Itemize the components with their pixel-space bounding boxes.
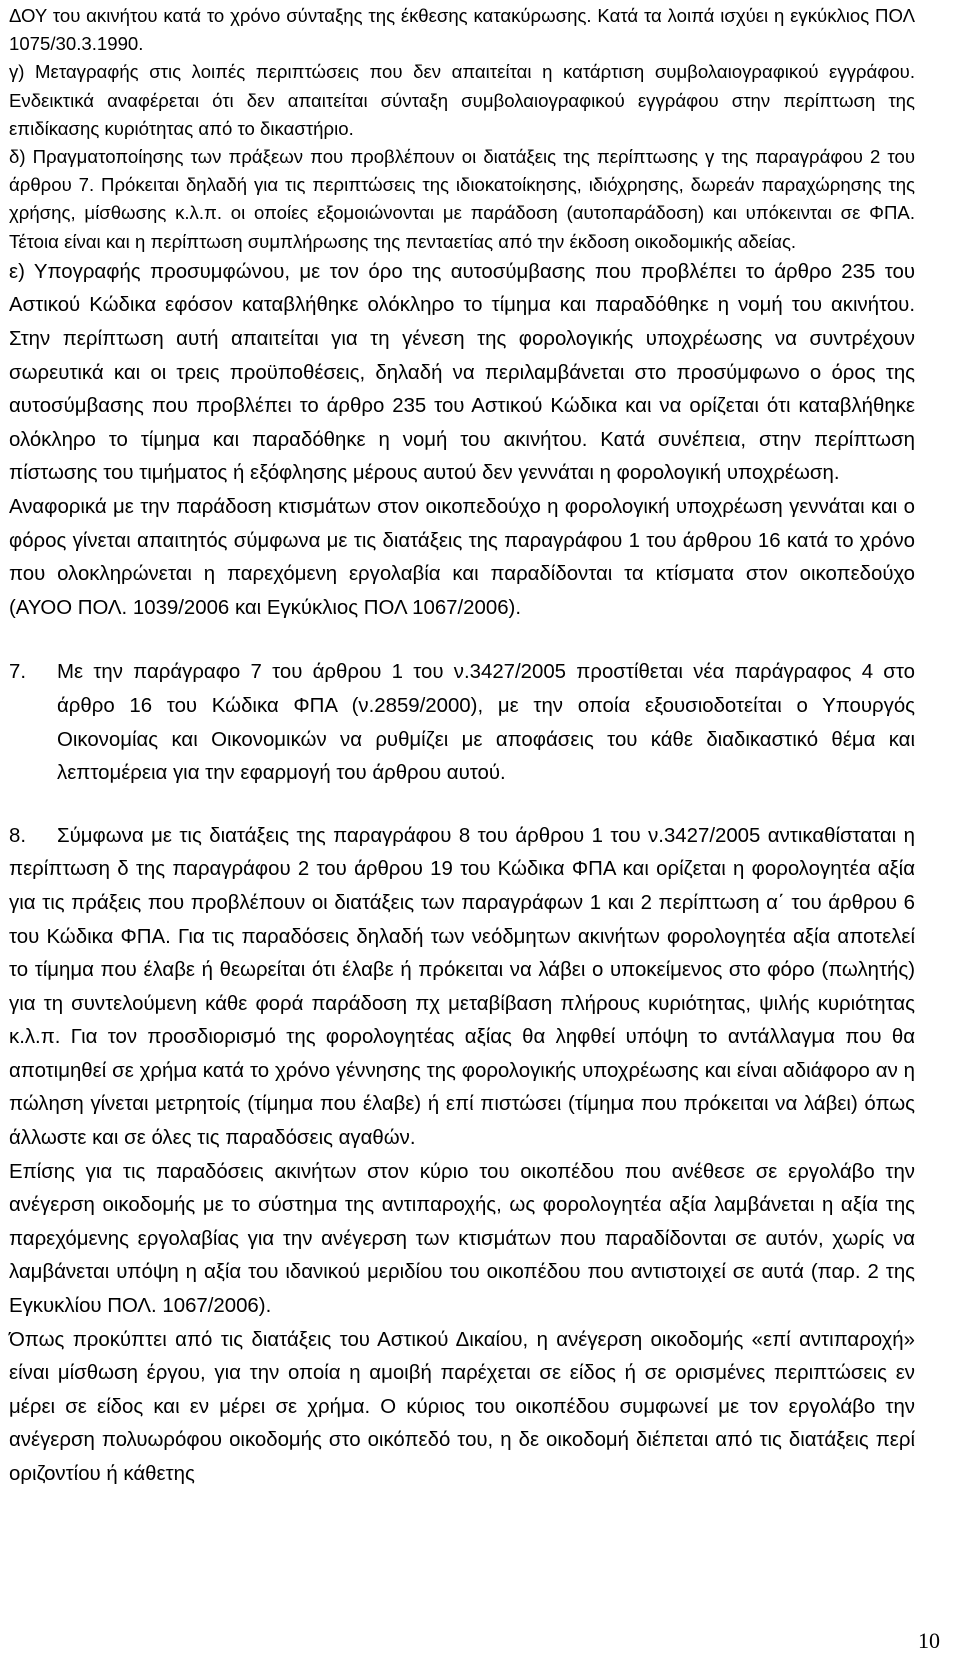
paragraph-case-c: γ) Μεταγραφής στις λοιπές περιπτώσεις που δεν απαιτείται η κατάρτιση συμβολαιογραφικού εγγράφου. Ενδεικτικά αναφέρεται ότι δεν απαιτείται σύνταξη συμβολαιογραφικού εγγράφου στην περίπτωση της επιδίκασης κυριότητας από το δικαστήριο. [9, 61, 915, 139]
paragraph-antiparochi-value: Επίσης για τις παραδόσεις ακινήτων στον κύριο του οικοπέδου που ανέθεσε σε εργολάβο την ανέγερση οικοδομής με το σύστημα της αντιπαροχής, ως φορολογητέα αξία λαμβάνεται η αξία της παρεχόμενης εργολαβίας για την ανέγερση των κτισμάτων που παραδίδονται σε αυτόν, χωρίς να λαμβάνεται υπόψη η αξία του ιδανικού μεριδίου του οικοπέδου που αντιστοιχεί σε αυτά (παρ. 2 της Εγκυκλίου ΠΟΛ. 1067/2006). [9, 1160, 915, 1318]
paragraph-dou-intro: ΔΟΥ του ακινήτου κατά το χρόνο σύνταξης της έκθεσης κατακύρωσης. Κατά τα λοιπά ισχύει η εγκύκλιος ΠΟΛ 1075/30.3.1990. [9, 5, 915, 55]
paragraph-civil-law: Όπως προκύπτει από τις διατάξεις του Αστικού Δικαίου, η ανέγερση οικοδομής «επί αντιπαροχή» είναι μίσθωση έργου, για την οποία η αμοιβή παρέχεται σε είδος ή σε ορισμένες περιπτώσεις εν μέρει σε είδος και εν μέρει σε χρήμα. Ο κύριος του οικοπέδου συμφωνεί με τον εργολάβο την ανέγερση πολυωρόφου οικοδομής στο οικόπεδό του, η δε οικοδομή διέπεται από τις διατάξεις περί οριζοντίου ή κάθετης [9, 1328, 915, 1486]
paragraph-case-d: δ) Πραγματοποίησης των πράξεων που προβλέπουν οι διατάξεις της περίπτωσης γ της παραγράφου 2 του άρθρου 7. Πρόκειται δηλαδή για τις περιπτώσεις της ιδιοκατοίκησης, ιδιόχρησης, δωρεάν παραχώρησης της χρήσης, μίσθωσης κ.λ.π. οι οποίες εξομοιώνονται με παράδοση (αυτοπαράδοση) και υπόκεινται σε ΦΠΑ. Τέτοια είναι και η περίπτωση συμπλήρωσης της πενταετίας από την έκδοση οικοδομικής αδείας. [9, 146, 915, 252]
paragraph-number: 8. [9, 824, 27, 847]
paragraph-taxable-value: Σύμφωνα με τις διατάξεις της παραγράφου 8 του άρθρου 1 του ν.3427/2005 αντικαθίσταται η περίπτωση δ της παραγράφου 2 του άρθρου 19 του Κώδικα ΦΠΑ και ορίζεται η φορολογητέα αξία για τις πράξεις που προβλέπουν οι διατάξεις των παραγράφων 1 και 2 περίπτωση α΄ του άρθρου 6 του Κώδικα ΦΠΑ. Για τις παραδόσεις δηλαδή των νεόδμητων ακινήτων φορολογητέα αξία αποτελεί το τίμημα που έλαβε ή θεωρείται ότι έλαβε ή πρόκειται να λάβει ο υποκείμενος στο φόρο (πωλητής) για τη συντελούμενη κάθε φορά παράδοση πχ μεταβίβαση πλήρους κυριότητας, ψιλής κυριότητας κ.λ.π. Για τον προσδιορισμό της φορολογητέας αξίας θα ληφθεί υπόψη το αντάλλαγμα που θα αποτιμηθεί σε χρήμα κατά το χρόνο γέννησης της φορολογικής υποχρέωσης και είναι αδιάφορο αν η πώληση γίνεται μετρητοίς (τίμημα που έλαβε) ή επί πιστώσει (τίμημα που πρόκειται να λάβει) όπως άλλωστε και σε όλες τις παραδόσεις αγαθών. [9, 824, 915, 1150]
spacer [9, 791, 915, 820]
paragraph-landowner-delivery: Αναφορικά με την παράδοση κτισμάτων στον οικοπεδούχο η φορολογική υποχρέωση γεννάται και ο φόρος γίνεται απαιτητός σύμφωνα με τις διατάξεις της παραγράφου 1 του άρθρου 16 κατά το χρόνο που ολοκληρώνεται η παρεχόμενη εργολαβία και παραδίδονται τα κτίσματα στον οικοπεδούχο (ΑΥΟΟ ΠΟΛ. 1039/2006 και Εγκύκλιος ΠΟΛ 1067/2006). [9, 495, 915, 619]
page-number: 10 [918, 1628, 940, 1653]
document-body [9, 2, 915, 1492]
paragraph-text: Με την παράγραφο 7 του άρθρου 1 του ν.3427/2005 προστίθεται νέα παράγραφος 4 στο άρθρο 16 του Κώδικα ΦΠΑ (ν.2859/2000), με την οποία εξουσιοδοτείται ο Υπουργός Οικονομίας και Οικονομικών να ρυθμίζει με αποφάσεις του κάθε διαδικαστικό θέμα και λεπτομέρεια για την εφαρμογή του άρθρου αυτού. [57, 661, 915, 785]
spacer [9, 625, 915, 656]
numbered-paragraph-7 [9, 656, 915, 790]
paragraph-number: 7. [9, 661, 27, 684]
paragraph-case-e: ε) Υπογραφής προσυμφώνου, με τον όρο της αυτοσύμβασης που προβλέπει το άρθρο 235 του Αστικού Κώδικα εφόσον καταβλήθηκε ολόκληρο το τίμημα και παραδόθηκε η νομή του ακινήτου. Στην περίπτωση αυτή απαιτείται για τη γένεση της φορολογικής υποχρέωσης να συντρέχουν σωρευτικά και οι τρεις προϋποθέσεις, δηλαδή να περιλαμβάνεται στο προσύμφωνο ο όρος της αυτοσύμβασης που προβλέπει το άρθρο 235 του Αστικού Κώδικα και να ορίζεται ότι καταβλήθηκε ολόκληρο το τίμημα και παραδόθηκε η νομή του ακινήτου. Κατά συνέπεια, στην περίπτωση πίστωσης του τιμήματος ή εξόφλησης μέρους αυτού δεν γεννάται η φορολογική υποχρέωση. [9, 260, 915, 485]
